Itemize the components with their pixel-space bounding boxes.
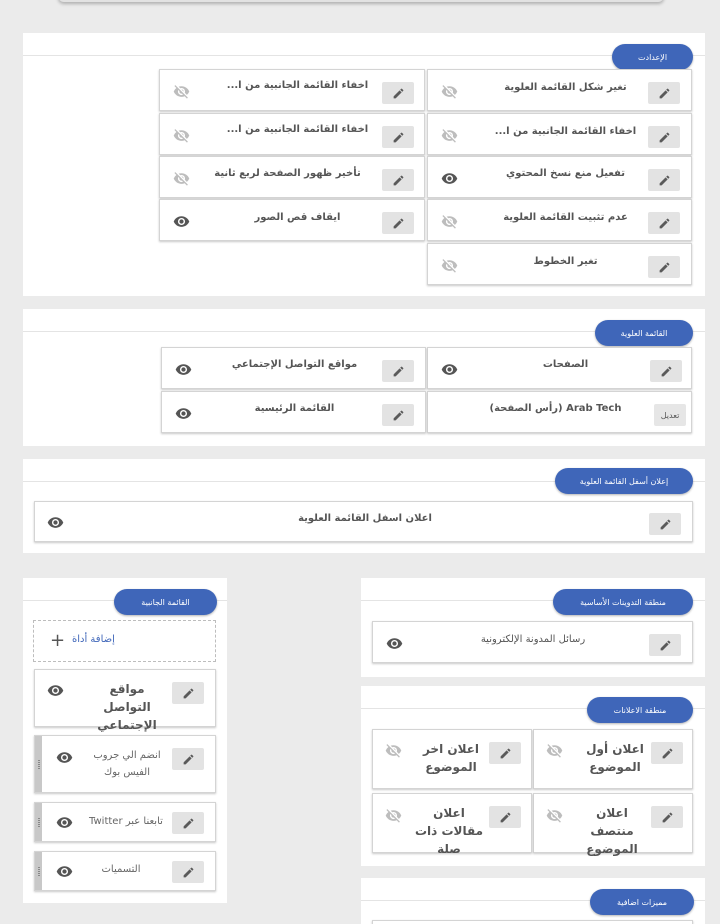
pencil-icon <box>182 817 195 830</box>
widget-settings-3[interactable] <box>159 113 425 155</box>
widget-below-menu-ad-0[interactable] <box>34 501 693 542</box>
widget-sidebar-1[interactable] <box>34 735 216 793</box>
pencil-icon <box>660 365 673 378</box>
widget-topmenu-0[interactable] <box>427 347 692 389</box>
widget-label: الصفحات <box>542 359 589 370</box>
ads-title: منطقة الاعلانات <box>587 697 693 723</box>
edit-button[interactable] <box>382 169 414 191</box>
pencil-icon <box>658 174 671 187</box>
edit-text-button[interactable]: تعديل <box>654 404 686 426</box>
eye-off-icon[interactable] <box>384 741 402 759</box>
widget-ads-0[interactable] <box>533 729 693 789</box>
top-bar <box>58 0 664 2</box>
eye-off-icon[interactable] <box>440 212 458 230</box>
widget-label: اعلان مقالات ذات صلة <box>414 806 484 856</box>
eye-icon[interactable] <box>385 634 403 652</box>
edit-button[interactable] <box>172 748 204 770</box>
widget-label: مواقع التواصل الإجتماعي <box>231 359 358 370</box>
edit-button[interactable] <box>648 212 680 234</box>
edit-button[interactable] <box>172 682 204 704</box>
widget-label: اخفاء القائمة الجانبية من ا... <box>226 80 369 91</box>
widget-sidebar-2[interactable] <box>34 802 216 842</box>
plus-icon: + <box>50 630 66 651</box>
edit-button[interactable] <box>172 861 204 883</box>
widget-label: مواقع التواصل الإجتماعي <box>97 682 157 732</box>
pencil-icon <box>661 811 674 824</box>
widget-label: تابعنا عبر Twitter <box>89 816 163 827</box>
pencil-icon <box>661 747 674 760</box>
eye-off-icon[interactable] <box>440 256 458 274</box>
eye-icon[interactable] <box>174 360 192 378</box>
eye-icon[interactable] <box>172 212 190 230</box>
widget-label: اعلان اخر الموضوع <box>422 742 480 774</box>
topmenu-section <box>23 309 705 446</box>
pencil-icon <box>658 261 671 274</box>
widget-settings-7[interactable] <box>159 199 425 241</box>
add-widget-button[interactable] <box>33 620 216 662</box>
widget-sidebar-3[interactable] <box>34 851 216 891</box>
drag-handle-icon[interactable] <box>35 852 42 890</box>
widget-label: Arab Tech (رأس الصفحة) <box>489 403 622 414</box>
sidebar-title: القائمة الجانبية <box>114 589 217 615</box>
eye-off-icon[interactable] <box>440 126 458 144</box>
widget-settings-2[interactable] <box>159 69 425 111</box>
pencil-icon <box>182 687 195 700</box>
pencil-icon <box>392 365 405 378</box>
eye-off-icon[interactable] <box>384 806 402 824</box>
pencil-icon <box>659 518 672 531</box>
ads-section <box>361 686 705 866</box>
edit-button[interactable] <box>489 806 521 828</box>
eye-off-icon[interactable] <box>440 82 458 100</box>
widget-settings-8[interactable] <box>427 243 692 285</box>
edit-button[interactable] <box>648 126 680 148</box>
eye-icon[interactable] <box>55 813 73 831</box>
widget-label: التسميات <box>101 864 141 875</box>
edit-button[interactable] <box>649 634 681 656</box>
pencil-icon <box>392 409 405 422</box>
widget-label: تغير شكل القائمة العلوية <box>504 82 627 93</box>
settings-section <box>23 33 705 296</box>
widget-extras-partial[interactable] <box>372 920 693 924</box>
widget-label: القائمة الرئيسية <box>254 403 335 414</box>
pencil-icon <box>392 87 405 100</box>
eye-off-icon[interactable] <box>172 169 190 187</box>
edit-button[interactable] <box>650 360 682 382</box>
edit-button[interactable] <box>489 742 521 764</box>
eye-icon[interactable] <box>55 862 73 880</box>
widget-settings-1[interactable] <box>427 113 692 155</box>
eye-off-icon[interactable] <box>545 806 563 824</box>
widget-label: اخفاء القائمة الجانبية من ا... <box>494 126 637 137</box>
edit-button[interactable] <box>382 360 414 382</box>
edit-button[interactable] <box>648 256 680 278</box>
widget-label: تفعيل منع نسخ المحتوي <box>506 168 625 179</box>
pencil-icon <box>392 131 405 144</box>
widget-label: انضم الي جروب الفيس بوك <box>93 750 161 778</box>
edit-button[interactable] <box>648 82 680 104</box>
edit-button[interactable] <box>382 82 414 104</box>
pencil-icon <box>499 811 512 824</box>
widget-label: ايقاف قص الصور <box>254 212 341 223</box>
widget-label: اعلان أول الموضوع <box>586 742 644 774</box>
pencil-icon <box>659 639 672 652</box>
widget-topmenu-2[interactable] <box>427 391 692 433</box>
extras-section <box>361 878 705 924</box>
widget-ads-2[interactable] <box>533 793 693 856</box>
pencil-icon <box>499 747 512 760</box>
edit-button[interactable] <box>648 169 680 191</box>
widget-sidebar-0[interactable] <box>34 669 216 732</box>
widget-main-posts-0[interactable] <box>372 621 693 663</box>
pencil-icon <box>392 217 405 230</box>
pencil-icon <box>658 131 671 144</box>
widget-label: تغير الخطوط <box>533 256 598 267</box>
widget-label: عدم تثبيت القائمة العلوية <box>503 212 628 223</box>
eye-off-icon[interactable] <box>172 82 190 100</box>
pencil-icon <box>392 174 405 187</box>
edit-button[interactable] <box>651 806 683 828</box>
eye-off-icon[interactable] <box>545 741 563 759</box>
edit-button[interactable] <box>382 212 414 234</box>
extras-title: مميزات اضافية <box>590 889 694 915</box>
main-posts-title: منطقة التدوينات الأساسية <box>553 589 693 615</box>
eye-icon[interactable] <box>46 513 64 531</box>
eye-icon[interactable] <box>46 681 64 699</box>
pencil-icon <box>182 866 195 879</box>
pencil-icon <box>182 753 195 766</box>
widget-settings-5[interactable] <box>159 156 425 198</box>
topmenu-title: القائمة العلوية <box>595 320 693 346</box>
below-menu-ad-title: إعلان أسفل القائمة العلوية <box>555 468 693 494</box>
widget-label: اعلان منتصف الموضوع <box>586 806 638 856</box>
eye-icon[interactable] <box>174 404 192 422</box>
widget-settings-0[interactable] <box>427 69 692 111</box>
edit-button[interactable] <box>651 742 683 764</box>
main-posts-section <box>361 578 705 677</box>
eye-icon[interactable] <box>440 169 458 187</box>
add-widget-label: إضافة أداة <box>72 634 115 645</box>
eye-off-icon[interactable] <box>172 126 190 144</box>
widget-label: تأخير ظهور الصفحة لربع ثانية <box>214 168 361 179</box>
edit-button[interactable] <box>382 126 414 148</box>
widget-label: رسائل المدونة الإلكترونية <box>480 634 586 645</box>
widget-settings-6[interactable] <box>427 199 692 241</box>
settings-title: الإعدادت <box>612 44 693 70</box>
widget-topmenu-1[interactable] <box>161 347 426 389</box>
edit-button[interactable] <box>649 513 681 535</box>
pencil-icon <box>658 87 671 100</box>
pencil-icon <box>658 217 671 230</box>
eye-icon[interactable] <box>55 748 73 766</box>
widget-label: اعلان اسفل القائمة العلوية <box>298 513 432 524</box>
widget-ads-1[interactable] <box>372 729 532 789</box>
edit-button[interactable] <box>382 404 414 426</box>
below-menu-ad-section <box>23 459 705 553</box>
drag-handle-icon[interactable] <box>35 736 42 792</box>
widget-ads-3[interactable] <box>372 793 532 856</box>
widget-settings-4[interactable] <box>427 156 692 198</box>
drag-handle-icon[interactable] <box>35 803 42 841</box>
eye-icon[interactable] <box>440 360 458 378</box>
edit-button[interactable] <box>172 812 204 834</box>
sidebar-section <box>23 578 227 903</box>
widget-label: اخفاء القائمة الجانبية من ا... <box>226 124 369 135</box>
widget-topmenu-3[interactable] <box>161 391 426 433</box>
